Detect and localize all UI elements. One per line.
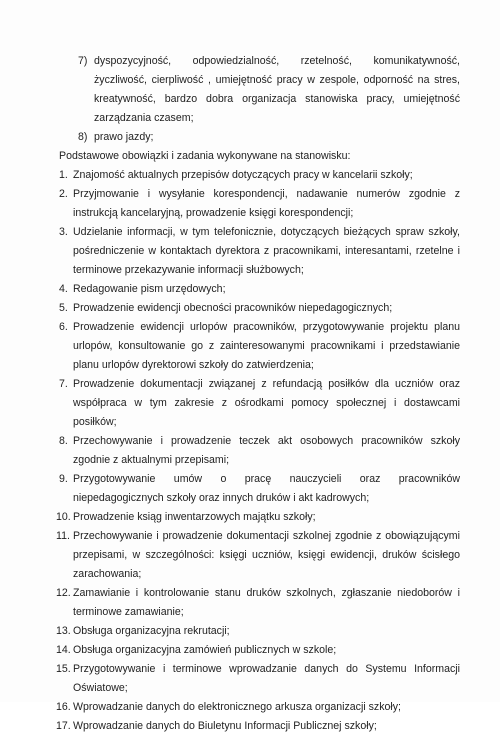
- item-text: Prowadzenie ksiąg inwentarzowych majątku szkoły;: [73, 511, 316, 523]
- item-number: 10.: [56, 511, 71, 523]
- item-text: Wprowadzanie danych do Biuletynu Informacji Publicznej szkoły;: [73, 720, 377, 732]
- duties-list: [56, 166, 460, 736]
- item-number: 16.: [56, 701, 71, 713]
- item-number: 12.: [56, 587, 71, 599]
- list-item: [59, 299, 460, 318]
- item-text: Zamawianie i kontrolowanie stanu druków szkolnych, zgłaszanie niedoborów i terminowe zamawianie;: [73, 587, 460, 618]
- list-item: [59, 223, 460, 280]
- item-number: 2.: [59, 188, 68, 200]
- item-text: Przygotowywanie umów o pracę nauczycieli oraz pracowników niepedagogicznych szkoły oraz innych druków i akt kadrowych;: [73, 473, 460, 504]
- list-item: [59, 280, 460, 299]
- item-number: 11.: [56, 530, 70, 542]
- item-number: 1.: [59, 169, 68, 181]
- item-number: 9.: [59, 473, 68, 485]
- item-text: Znajomość aktualnych przepisów dotyczących pracy w kancelarii szkoły;: [73, 169, 413, 181]
- item-text: Przyjmowanie i wysyłanie korespondencji, nadawanie numerów zgodnie z instrukcją kancelaryjną, prowadzenie księgi korespondencji;: [73, 188, 460, 219]
- list-item: [59, 185, 460, 223]
- item-number: 17.: [56, 720, 71, 732]
- section-intro: Podstawowe obowiązki i zadania wykonywane na stanowisku:: [59, 150, 351, 162]
- item-number: 15.: [56, 663, 71, 675]
- item-text: Wprowadzanie danych do elektronicznego arkusza organizacji szkoły;: [73, 701, 401, 713]
- list-item: [59, 470, 460, 508]
- item-number: 8): [78, 131, 88, 143]
- item-text: Prowadzenie ewidencji urlopów pracowników, przygotowywanie projektu planu urlopów, konsultowanie go z zainteresowanymi pracownikami i przedstawianie planu urlopów dyrektorowi szkoły do zatwierdzenia;: [73, 321, 460, 371]
- item-text: Przechowywanie i prowadzenie dokumentacji szkolnej zgodnie z obowiązującymi przepisami, w szczególności: księgi uczniów, księgi ewidencji, druków ścisłego zarachowania;: [73, 530, 460, 580]
- item-text: Prowadzenie dokumentacji związanej z refundacją posiłków dla uczniów oraz współpraca w tym zakresie z ośrodkami pomocy społecznej i dostawcami posiłków;: [73, 378, 460, 428]
- item-text: Przechowywanie i prowadzenie teczek akt osobowych pracowników szkoły zgodnie z aktualnymi przepisami;: [73, 435, 460, 466]
- item-text: prawo jazdy;: [94, 131, 154, 143]
- list-item: [56, 508, 460, 527]
- list-item: [56, 527, 460, 584]
- item-number: 14.: [56, 644, 71, 656]
- item-number: 4.: [59, 283, 68, 295]
- item-text: Obsługa organizacyjna zamówień publicznych w szkole;: [73, 644, 337, 656]
- item-text: Udzielanie informacji, w tym telefonicznie, dotyczących bieżących spraw szkoły, pośredniczenie w kontaktach dyrektora z pracownikami, interesantami, rzetelne i terminowe przekazywanie informacji służbowych;: [73, 226, 460, 276]
- item-number: 3.: [59, 226, 68, 238]
- item-number: 7): [78, 55, 88, 67]
- item-text: dyspozycyjność, odpowiedzialność, rzetelność, komunikatywność, życzliwość, cierpliwość , umiejętność pracy w zespole, odporność na stres, kreatywność, bardzo dobra organizacja stanowiska pracy, umiejętność zarządzania czasem;: [94, 55, 460, 124]
- list-item: [59, 166, 460, 185]
- item-number: 5.: [59, 302, 68, 314]
- item-text: Prowadzenie ewidencji obecności pracowników niepedagogicznych;: [73, 302, 393, 314]
- item-number: 6.: [59, 321, 68, 333]
- qualifications-list: [78, 52, 460, 147]
- list-item: [56, 717, 460, 736]
- item-number: 13.: [56, 625, 71, 637]
- list-item: [78, 52, 460, 128]
- item-text: Obsługa organizacyjna rekrutacji;: [73, 625, 230, 637]
- item-text: Przygotowywanie i terminowe wprowadzanie danych do Systemu Informacji Oświatowe;: [73, 663, 460, 694]
- list-item: [56, 698, 460, 717]
- list-item: [59, 375, 460, 432]
- list-item: [56, 641, 460, 660]
- item-number: 8.: [59, 435, 68, 447]
- list-item: [59, 432, 460, 470]
- list-item: [56, 660, 460, 698]
- item-number: 7.: [59, 378, 68, 390]
- list-item: [78, 128, 460, 147]
- list-item: [56, 622, 460, 641]
- item-text: Redagowanie pism urzędowych;: [73, 283, 226, 295]
- list-item: [59, 318, 460, 375]
- list-item: [56, 584, 460, 622]
